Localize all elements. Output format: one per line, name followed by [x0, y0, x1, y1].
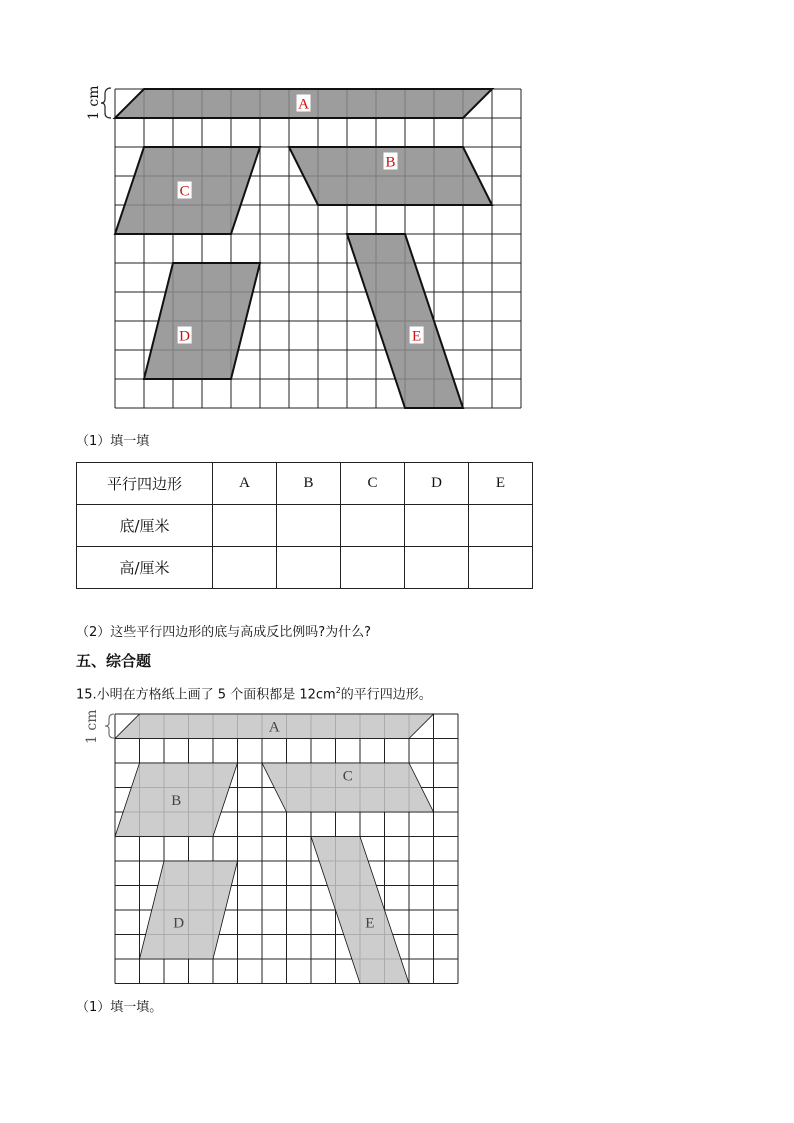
shape-label-c: C — [179, 183, 190, 200]
table-cell[interactable] — [469, 547, 533, 589]
part2-label: （2）这些平行四边形的底与高成反比例吗?为什么? — [76, 625, 372, 640]
shape-label-d: D — [179, 328, 191, 345]
table-row — [77, 505, 533, 547]
table-row — [77, 547, 533, 589]
question-15-prefix: 15.小明在方格纸上画了 5 个面积都是 12cm — [76, 687, 336, 703]
table-header-cell: B — [277, 463, 341, 505]
shape-label-b: B — [171, 792, 182, 809]
table-cell[interactable] — [277, 505, 341, 547]
question-15 — [76, 683, 432, 703]
shape-label-d: D — [173, 915, 185, 932]
table-cell[interactable] — [213, 505, 277, 547]
shape-label-a: A — [268, 719, 280, 736]
table-cell[interactable] — [213, 547, 277, 589]
unit-label-1: 1 cm — [86, 85, 102, 120]
table-cell[interactable] — [405, 547, 469, 589]
table-cell[interactable] — [405, 505, 469, 547]
row-label: 高/厘米 — [77, 547, 213, 589]
parallelogram-d — [144, 263, 260, 379]
shape-label-e: E — [365, 915, 375, 932]
section-heading: 五、综合题 — [76, 652, 152, 670]
table-cell[interactable] — [341, 505, 405, 547]
table-header-cell: 平行四边形 — [77, 463, 213, 505]
unit-label-2: 1 cm — [84, 709, 100, 744]
table-header-cell: D — [405, 463, 469, 505]
row-label: 底/厘米 — [77, 505, 213, 547]
figure-2 — [82, 706, 462, 990]
table-header-row — [77, 463, 533, 505]
part1b-label: （1）填一填。 — [76, 1000, 163, 1015]
table-cell[interactable] — [341, 547, 405, 589]
shape-label-e: E — [412, 328, 422, 345]
figure-1 — [82, 82, 532, 412]
question-15-suffix: 的平行四边形。 — [340, 687, 432, 703]
table-header-cell: A — [213, 463, 277, 505]
shape-label-b: B — [385, 154, 396, 171]
table-header-cell: E — [469, 463, 533, 505]
figure-1-grid — [82, 82, 532, 412]
shape-label-a: A — [298, 96, 309, 113]
question-15-sup: 2 — [335, 686, 341, 695]
shape-label-c: C — [342, 768, 353, 785]
parallelogram-d — [140, 861, 238, 959]
fill-table — [76, 462, 533, 589]
table-cell[interactable] — [469, 505, 533, 547]
part1-label: （1）填一填 — [76, 434, 150, 449]
figure-2-grid — [82, 706, 462, 990]
table-cell[interactable] — [277, 547, 341, 589]
table-header-cell: C — [341, 463, 405, 505]
